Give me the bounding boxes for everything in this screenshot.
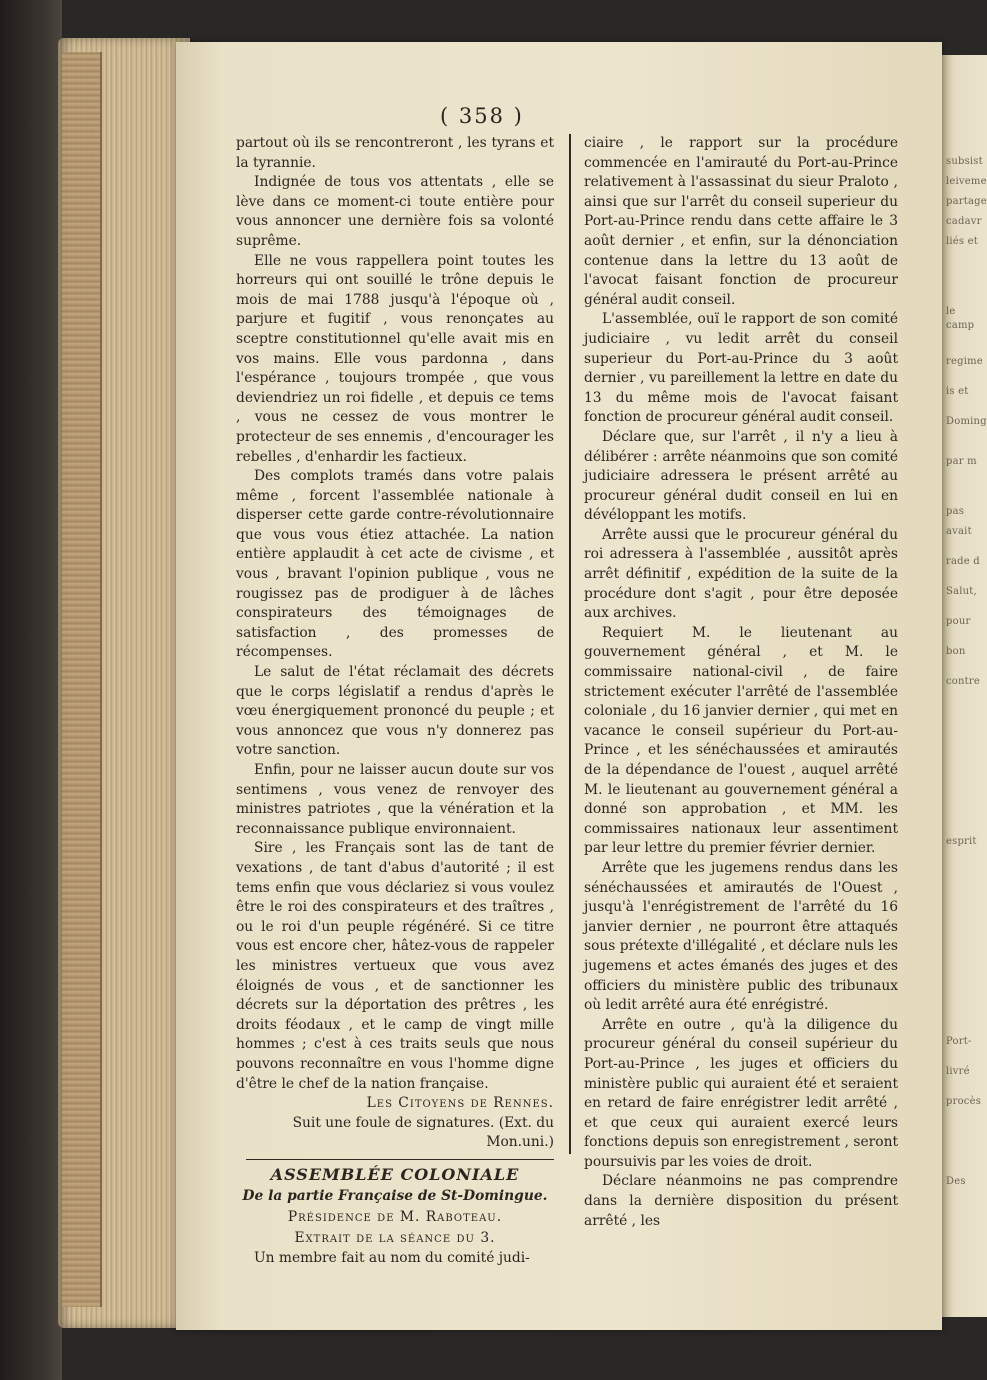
signature: Les Citoyens de Rennes. <box>366 1095 554 1112</box>
book-binding <box>62 52 102 1307</box>
facing-page-fragment: le camp <box>946 306 975 331</box>
section-subtitle: De la partie Française de St-Domingue. <box>242 1187 548 1204</box>
facing-page-fragment: rade d <box>946 556 980 567</box>
paragraph: partout où ils se rencontreront , les tyrans et la tyrannie. <box>236 135 554 171</box>
facing-page-fragment: cadavr <box>946 216 982 227</box>
paragraph: ciaire , le rapport sur la procédure commencée en l'amirauté du Port-au-Prince relativement à l'assassinat du sieur Praloto , ainsi que sur l'arrêt du conseil superieur du Port-au-Prince rendu dans cette affaire le 3 août dernier , et enfin, sur la dénonciation contenue dans la lettre du 13 août de l'avocat faisant fonction de procureur général audit conseil. <box>584 135 898 308</box>
facing-page-fragment: is et <box>946 386 969 397</box>
facing-page-fragment: contre <box>946 676 980 687</box>
paragraph: Indignée de tous vos attentats , elle se lève dans ce moment-ci toute entière pour vous annoncer une dernière fois sa volonté suprême. <box>236 174 554 249</box>
facing-page-fragment: procès <box>946 1096 982 1107</box>
facing-page-fragment: Port- <box>946 1036 972 1047</box>
paragraph: Arrête en outre , qu'à la diligence du procureur général du conseil supérieur du Port-au-Prince , les juges et officiers du ministère public qui auraient été et seraient en retard de faire enrégistrer ledit arrêté , et que ceux qui auraient exercé leurs fonctions depuis son enregistrement , seront poursuivis par les voies de droit. <box>584 1016 898 1170</box>
signature-note: Suit une foule de signatures. (Ext. du Mon.uni.) <box>292 1114 554 1151</box>
facing-page-fragment: Des <box>946 1176 966 1187</box>
facing-page <box>940 55 987 1317</box>
facing-page-fragment: bon <box>946 646 966 657</box>
facing-page-fragment: liés et <box>946 236 978 247</box>
paragraph: Des complots tramés dans votre palais même , forcent l'assemblée nationale à disperser cette garde contre-révolutionnaire que vous vous étiez attachée. La nation entière applaudit à cet acte de civisme , et vous , bravant l'opinion publique , vous ne rougissez pas de prodiguer à de lâches conspirateurs des témoignages de satisfaction , des promesses de récompenses. <box>236 468 554 661</box>
presidence-line: Présidence de M. Raboteau. <box>287 1208 503 1225</box>
facing-page-fragment: regime <box>946 356 983 367</box>
paragraph: Déclare que, sur l'arrêt , il n'y a lieu à délibérer : arrête néanmoins que son comité judiciaire adressera le présent arrêté au procureur général dudit conseil en lui en dévéloppant les motifs. <box>584 428 898 524</box>
paragraph: Un membre fait au nom du comité judi- <box>254 1249 530 1266</box>
paragraph: Arrête que les jugemens rendus dans les sénéchaussées et amirautés de l'Ouest , jusqu'à l'enrégistrement de l'arrêté du 16 janvier dernier , ne pourront être attaqués sous prétexte d'illégalité , et déclare nuls les jugemens et actes émanés des juges et des officiers du ministère public des tribunaux où ledit arrêté aura été enrégistré. <box>584 859 898 1014</box>
facing-page-fragment: Salut, <box>946 586 977 597</box>
extrait-line: Extrait de la séance du 3. <box>294 1229 496 1246</box>
facing-page-fragment: par m <box>946 456 977 467</box>
facing-page-fragment: avait <box>946 526 972 537</box>
section-title: ASSEMBLÉE COLONIALE <box>270 1164 520 1184</box>
paragraph: Sire , les Français sont las de tant de vexations , de tant d'abus d'autorité ; il est tems enfin que vous déclariez si vous voulez être le roi des conspirateurs et des traîtres , ou le roi d'un peuple régénéré. Si ce titre vous est encore cher, hâtez-vous de rappeler les ministres vertueux que vous avez éloignés de vous , et de sanctionner les décrets sur la déportation des prêtres , les droits féodaux , et le camp de vingt mille hommes ; c'est à ces traits seuls que nous pouvons reconnaître en vous l'homme digne d'être le chef de la nation française. <box>236 840 554 1092</box>
book-edge <box>0 0 62 1380</box>
paragraph: Elle ne vous rappellera point toutes les horreurs qui ont souillé le trône depuis le mois de mai 1788 jusqu'à l'époque où , parjure et fugitif , vous renonçates au sceptre constitutionnel qu'elle avait mis en vos mains. Elle vous pardonna , dans l'espérance , toujours trompée , que vous deviendriez un roi fidelle , et depuis ce tems , vous ne cessez de vous montrer le protecteur de ses ennemis , d'encourager les rebelles , d'enhardir les factieux. <box>236 252 554 465</box>
paragraph: Enfin, pour ne laisser aucun doute sur vos sentimens , vous venez de renvoyer des ministres patriotes , que la vénération et la reconnaissance publique environnaient. <box>236 762 554 837</box>
facing-page-fragment: pour <box>946 616 971 627</box>
facing-page-fragment: leiveme <box>946 176 987 187</box>
facing-page-fragment: Doming <box>946 416 987 427</box>
paragraph: Arrête aussi que le procureur général du roi adressera à l'assemblée , aussitôt après arrêt définitif , expédition de la suite de la procédure dont s'agit , pour être deposée aux archives. <box>584 526 898 622</box>
facing-page-fragment: esprit <box>946 836 977 847</box>
facing-page-fragment: partage <box>946 196 987 207</box>
paragraph: L'assemblée, ouï le rapport de son comité judiciaire , vu ledit arrêt du conseil superieur du Port-au-Prince du 3 août dernier , vu pareillement la lettre en date du 13 du même mois de l'avocat faisant fonction de procureur général audit conseil. <box>584 311 898 426</box>
paragraph: Requiert M. le lieutenant au gouvernement général , et M. le commissaire national-civil , de faire strictement exécuter l'arrêté de l'assemblée coloniale , du 16 janvier dernier , qui met en vacance le conseil supérieur du Port-au-Prince , et les sénéchaussées et amirautés de la dépendance de l'ouest , auquel arrêté M. le lieutenant au gouvernement général a donné son approbation , et MM. les commissaires nationaux leur assentiment par leur lettre du premier février dernier. <box>584 624 898 857</box>
column-divider <box>569 134 571 1154</box>
right-column <box>584 134 898 1231</box>
facing-page-fragment: livré <box>946 1066 970 1077</box>
page-number: ( 358 ) <box>440 104 524 128</box>
paragraph: Le salut de l'état réclamait des décrets que le corps législatif a rendus d'après le vœu énergiquement prononcé du peuple ; et vous annoncez que vous n'y donnerez pas votre sanction. <box>236 664 554 759</box>
facing-page-fragment: subsist <box>946 156 983 167</box>
facing-page-fragment: pas <box>946 506 965 517</box>
left-column <box>236 134 554 1268</box>
paragraph: Déclare néanmoins ne pas comprendre dans la dernière disposition du présent arrêté , les <box>584 1173 898 1229</box>
section-rule <box>246 1159 554 1160</box>
